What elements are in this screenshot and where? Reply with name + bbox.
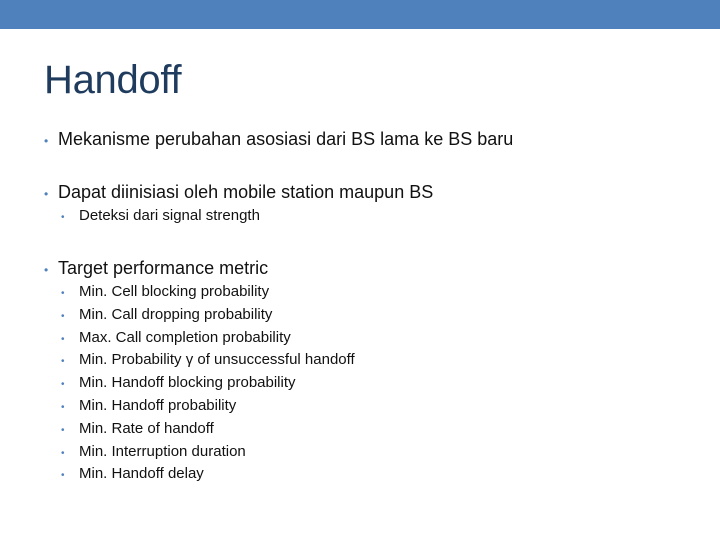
- sub-bullet-item: [61, 464, 204, 486]
- sub-bullet-text: Max. Call completion probability: [79, 329, 291, 346]
- bullet-text: Target performance metric: [58, 258, 269, 278]
- sub-bullet-dot-icon: •: [61, 311, 65, 322]
- sub-bullet-dot-icon: •: [61, 334, 65, 345]
- sub-bullet-dot-icon: •: [61, 288, 65, 299]
- sub-bullet-text: Min. Handoff delay: [79, 465, 204, 482]
- sub-bullet-item: [61, 373, 296, 395]
- bullet-item: [44, 180, 433, 206]
- sub-bullet-dot-icon: •: [61, 356, 65, 367]
- sub-bullet-item: [61, 442, 246, 464]
- sub-bullet-text: Deteksi dari signal strength: [79, 207, 260, 224]
- bullet-text: Dapat diinisiasi oleh mobile station maupun BS: [58, 182, 434, 202]
- bullet-item: [44, 256, 268, 282]
- bullet-text: Mekanisme perubahan asosiasi dari BS lama ke BS baru: [58, 129, 514, 149]
- sub-bullet-text: Min. Handoff probability: [79, 397, 237, 414]
- header-bar: [0, 0, 720, 29]
- slide-title: Handoff: [44, 58, 182, 102]
- sub-bullet-text: Min. Call dropping probability: [79, 306, 273, 323]
- sub-bullet-item: [61, 396, 236, 418]
- sub-bullet-dot-icon: •: [61, 425, 65, 436]
- sub-bullet-item: [61, 419, 214, 441]
- sub-bullet-text: Min. Probability γ of unsuccessful handoff: [79, 351, 355, 368]
- bullet-item: [44, 127, 513, 153]
- sub-bullet-dot-icon: •: [61, 379, 65, 390]
- sub-bullet-dot-icon: •: [61, 470, 65, 481]
- bullet-dot-icon: •: [44, 187, 49, 201]
- sub-bullet-text: Min. Handoff blocking probability: [79, 374, 296, 391]
- sub-bullet-text: Min. Interruption duration: [79, 443, 246, 460]
- sub-bullet-dot-icon: •: [61, 212, 65, 223]
- sub-bullet-dot-icon: •: [61, 402, 65, 413]
- sub-bullet-text: Min. Cell blocking probability: [79, 283, 270, 300]
- sub-bullet-dot-icon: •: [61, 448, 65, 459]
- sub-bullet-item: [61, 350, 355, 372]
- bullet-dot-icon: •: [44, 263, 49, 277]
- sub-bullet-item: [61, 206, 260, 228]
- sub-bullet-item: [61, 305, 272, 327]
- bullet-dot-icon: •: [44, 134, 49, 148]
- sub-bullet-item: [61, 282, 269, 304]
- sub-bullet-item: [61, 328, 291, 350]
- sub-bullet-text: Min. Rate of handoff: [79, 420, 214, 437]
